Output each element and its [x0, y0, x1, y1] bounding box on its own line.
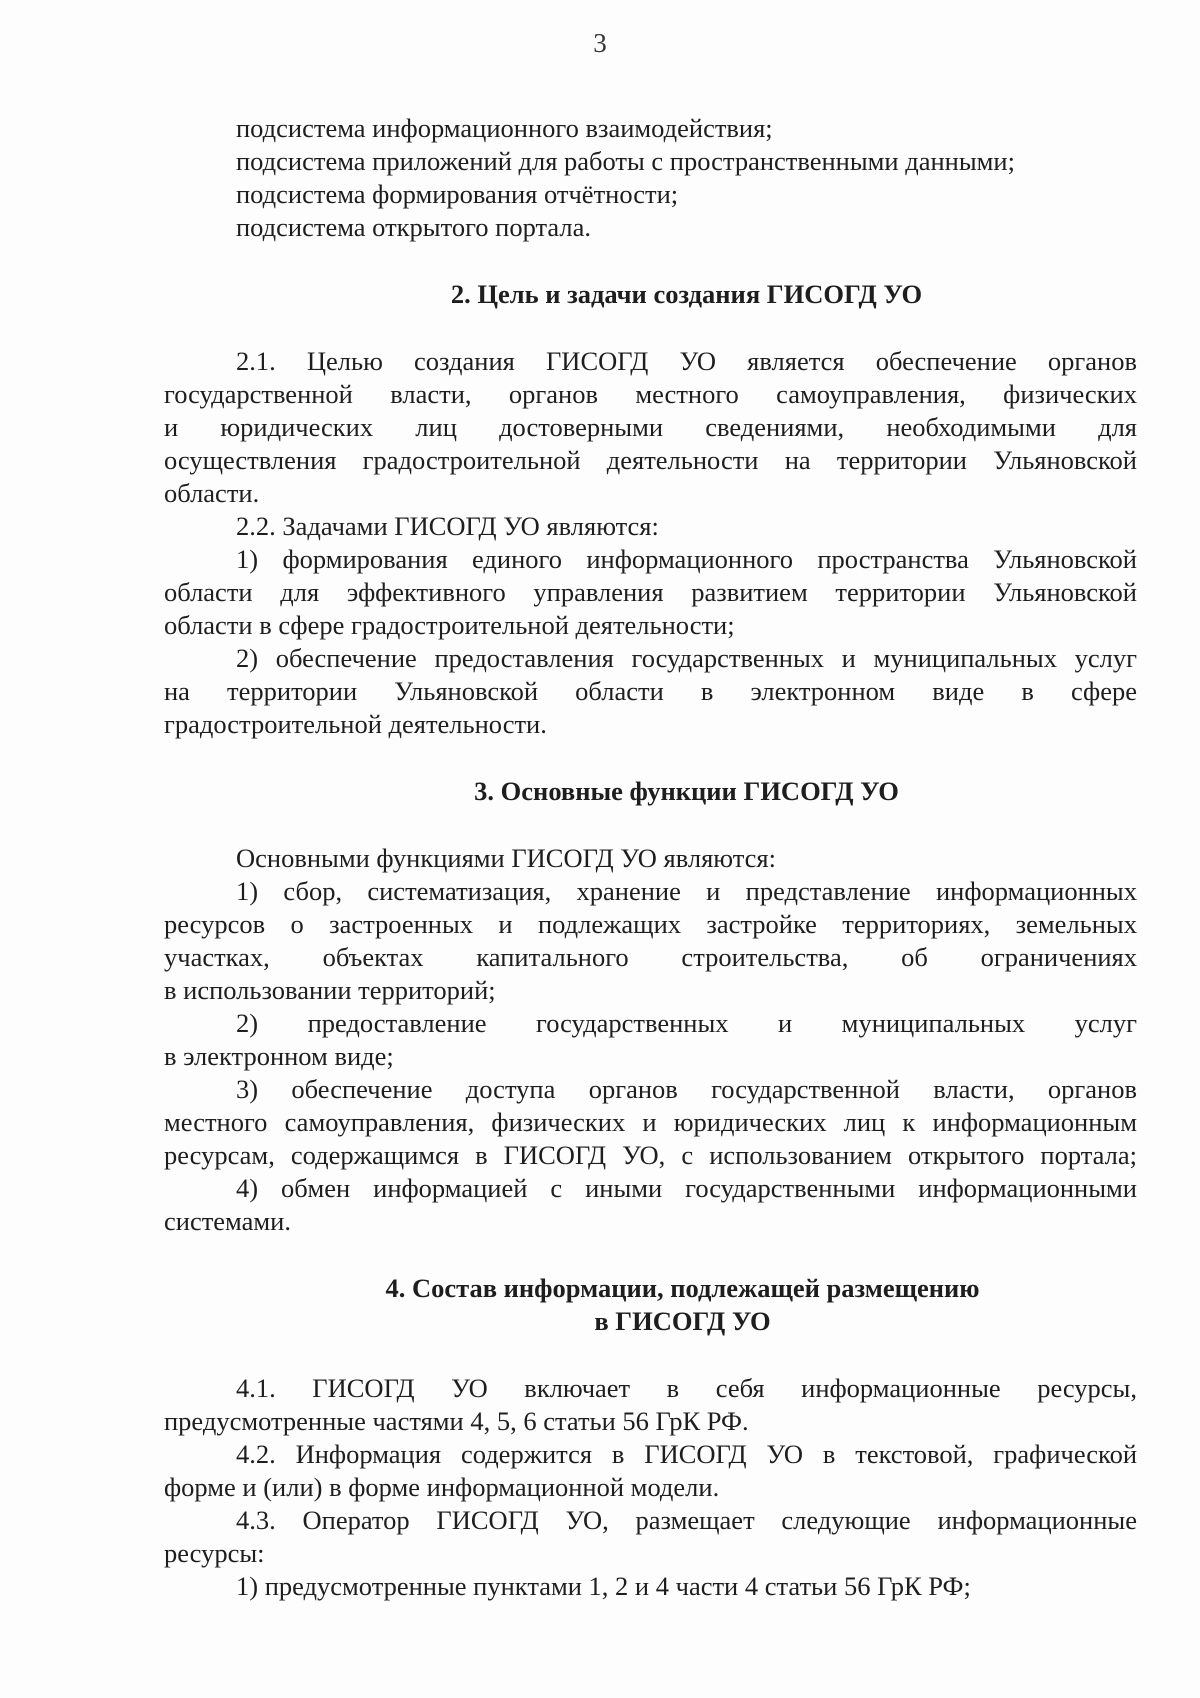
paragraph-4-3-line: ресурсы: — [164, 1538, 265, 1568]
paragraph-2-1-line: осуществления градостроительной деятельности на территории Ульяновской — [164, 445, 1137, 475]
task-1-line: области в сфере градостроительной деятельности; — [164, 610, 735, 640]
page-number: 3 — [593, 28, 607, 58]
section-2-heading: 2. Цель и задачи создания ГИСОГД УО — [450, 279, 923, 309]
spacer — [164, 1338, 1137, 1372]
function-3-line: ресурсам, содержащимся в ГИСОГД УО, с использованием открытого портала; — [164, 1140, 1137, 1170]
function-1-line: ресурсов о застроенных и подлежащих застройке территориях, земельных — [164, 909, 1137, 939]
section-4-heading-line-2: в ГИСОГД УО — [594, 1306, 771, 1336]
spacer — [164, 311, 1137, 345]
function-1-line: в использовании территорий; — [164, 975, 496, 1005]
paragraph-4-1-line: 4.1. ГИСОГД УО включает в себя информационные ресурсы, — [236, 1373, 1137, 1403]
function-1-line: 1) сбор, систематизация, хранение и представление информационных — [236, 876, 1137, 906]
intro-item: подсистема информационного взаимодействия; — [236, 113, 773, 143]
function-2-line: в электронном виде; — [164, 1041, 394, 1071]
task-1-line: области для эффективного управления развитием территории Ульяновской — [164, 577, 1137, 607]
spacer — [164, 244, 1137, 278]
spacer — [164, 1238, 1137, 1272]
paragraph-2-1-line: и юридических лиц достоверными сведениями, необходимыми для — [164, 412, 1137, 442]
task-1-line: 1) формирования единого информационного пространства Ульяновской — [236, 544, 1137, 574]
paragraph-2-1-line: области. — [164, 478, 260, 508]
function-1-line: участках, объектах капитального строительства, об ограничениях — [164, 942, 1137, 972]
intro-item: подсистема формирования отчётности; — [236, 179, 679, 209]
paragraph-2-1-line: государственной власти, органов местного самоуправления, физических — [164, 379, 1137, 409]
document-body — [164, 112, 1137, 1603]
function-4-line: системами. — [164, 1206, 291, 1236]
intro-item: подсистема открытого портала. — [236, 212, 591, 242]
task-2-line: 2) обеспечение предоставления государственных и муниципальных услуг — [236, 643, 1137, 673]
intro-item: подсистема приложений для работы с пространственными данными; — [236, 146, 1015, 176]
paragraph-4-1-line: предусмотренные частями 4, 5, 6 статьи 56 ГрК РФ. — [164, 1406, 749, 1436]
paragraph-4-2-line: форме и (или) в форме информационной модели. — [164, 1472, 720, 1502]
section-3-heading: 3. Основные функции ГИСОГД УО — [474, 776, 899, 806]
section-3-intro: Основными функциями ГИСОГД УО являются: — [236, 843, 776, 873]
task-2-line: градостроительной деятельности. — [164, 709, 547, 739]
paragraph-4-2-line: 4.2. Информация содержится в ГИСОГД УО в текстовой, графической — [236, 1439, 1137, 1469]
function-4-line: 4) обмен информацией с иными государственными информационными — [236, 1173, 1137, 1203]
spacer — [164, 808, 1137, 842]
section-4-heading-line-1: 4. Состав информации, подлежащей размещению — [385, 1273, 980, 1303]
paragraph-4-3-item-1: 1) предусмотренные пунктами 1, 2 и 4 части 4 статьи 56 ГрК РФ; — [236, 1571, 971, 1601]
task-2-line: на территории Ульяновской области в электронном виде в сфере — [164, 676, 1137, 706]
function-3-line: местного самоуправления, физических и юридических лиц к информационным — [164, 1107, 1137, 1137]
paragraph-2-1-line: 2.1. Целью создания ГИСОГД УО является обеспечение органов — [236, 346, 1137, 376]
spacer — [164, 741, 1137, 775]
paragraph-4-3-line: 4.3. Оператор ГИСОГД УО, размещает следующие информационные — [236, 1505, 1137, 1535]
function-2-line: 2) предоставление государственных и муниципальных услуг — [236, 1008, 1137, 1038]
paragraph-2-2: 2.2. Задачами ГИСОГД УО являются: — [236, 511, 659, 541]
function-3-line: 3) обеспечение доступа органов государственной власти, органов — [236, 1074, 1137, 1104]
